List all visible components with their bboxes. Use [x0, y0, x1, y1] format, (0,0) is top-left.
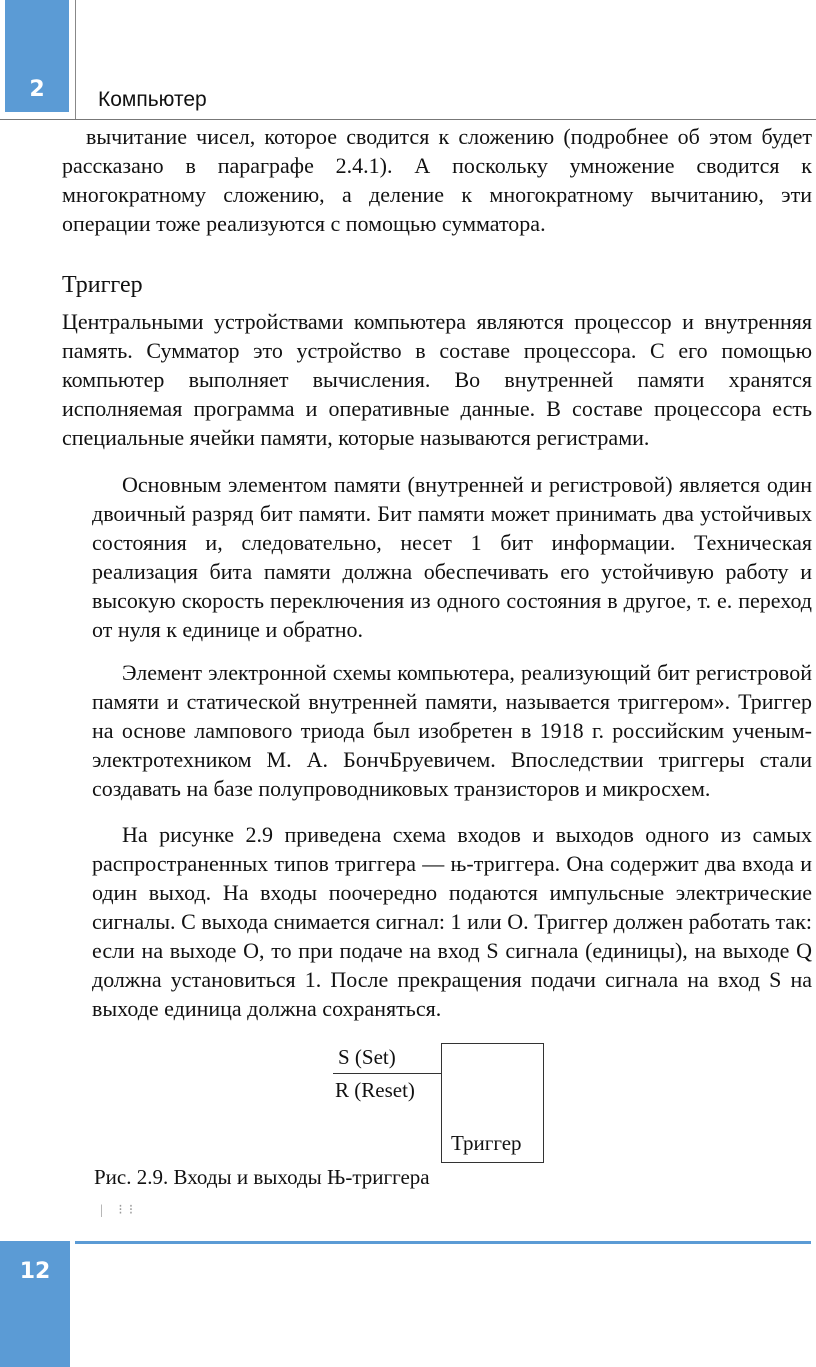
chapter-number: 2 — [29, 77, 45, 102]
page-number: 12 — [19, 1259, 51, 1284]
input-s-label: S (Set) — [338, 1045, 396, 1069]
input-r-label: R (Reset) — [335, 1078, 415, 1102]
paragraph-5: На рисунке 2.9 приведена схема входов и выходов одного из самых распространенных типов триггера — њ-триггера. Она содержит два входа и один выход. На входы поочередно подаются импульсные электрические сигналы. С выхода снимается сигнал: 1 или О. Триггер должен работать так: если на выходе О, то при подаче на вход S сигнала (единицы), на выходе Q должна установиться 1. После прекращения подачи сигнала на вход S на выходе единица должна сохраняться. — [92, 822, 812, 1021]
trigger-box-label: Триггер — [451, 1131, 522, 1155]
chapter-tab — [5, 0, 69, 112]
scan-artifact: | ⁝⁝ — [100, 1203, 140, 1218]
paragraph-3: Основным элементом памяти (внутренней и регистровой) является один двоичный разряд бит памяти. Бит памяти может принимать два устойчивых состояния и, следовательно, несет 1 бит информации. Техническая реализация бита памяти должна обеспечивать его устойчивую работу и высокую скорость переключения из одного состояния в другое, т. е. переход от нуля к единице и обратно. — [92, 472, 812, 642]
header-divider — [0, 119, 816, 120]
paragraph-4: Элемент электронной схемы компьютера, реализующий бит регистровой памяти и статической внутренней памяти, называется триггером». Триггер на основе лампового триода был изобретен в 1918 г. российским ученым-электротехником М. А. БончБруевичем. Впоследствии триггеры стали создавать на базе полупроводниковых транзисторов и микросхем. — [92, 660, 812, 801]
footer-divider — [75, 1241, 811, 1244]
section-heading: Триггер — [62, 272, 143, 298]
figure-caption: Рис. 2.9. Входы и выходы Њ-триггера — [94, 1165, 430, 1189]
running-title: Компьютер — [98, 88, 207, 111]
input-separator — [333, 1073, 441, 1074]
header-divider-vertical — [75, 0, 76, 119]
page-number-tab — [0, 1241, 70, 1367]
paragraph-1: вычитание чисел, которое сводится к сложению (подробнее об этом будет рассказано в параграфе 2.4.1). А поскольку умножение сводится к многократному сложению, а деление к многократному вычитанию, эти операции тоже реализуются с помощью сумматора. — [62, 124, 812, 236]
paragraph-2: Центральными устройствами компьютера являются процессор и внутренняя память. Сумматор это устройство в составе процессора. С его помощью компьютер выполняет вычисления. Во внутренней памяти хранятся исполняемая программа и оперативные данные. В составе процессора есть специальные ячейки памяти, которые называются регистрами. — [62, 309, 812, 450]
